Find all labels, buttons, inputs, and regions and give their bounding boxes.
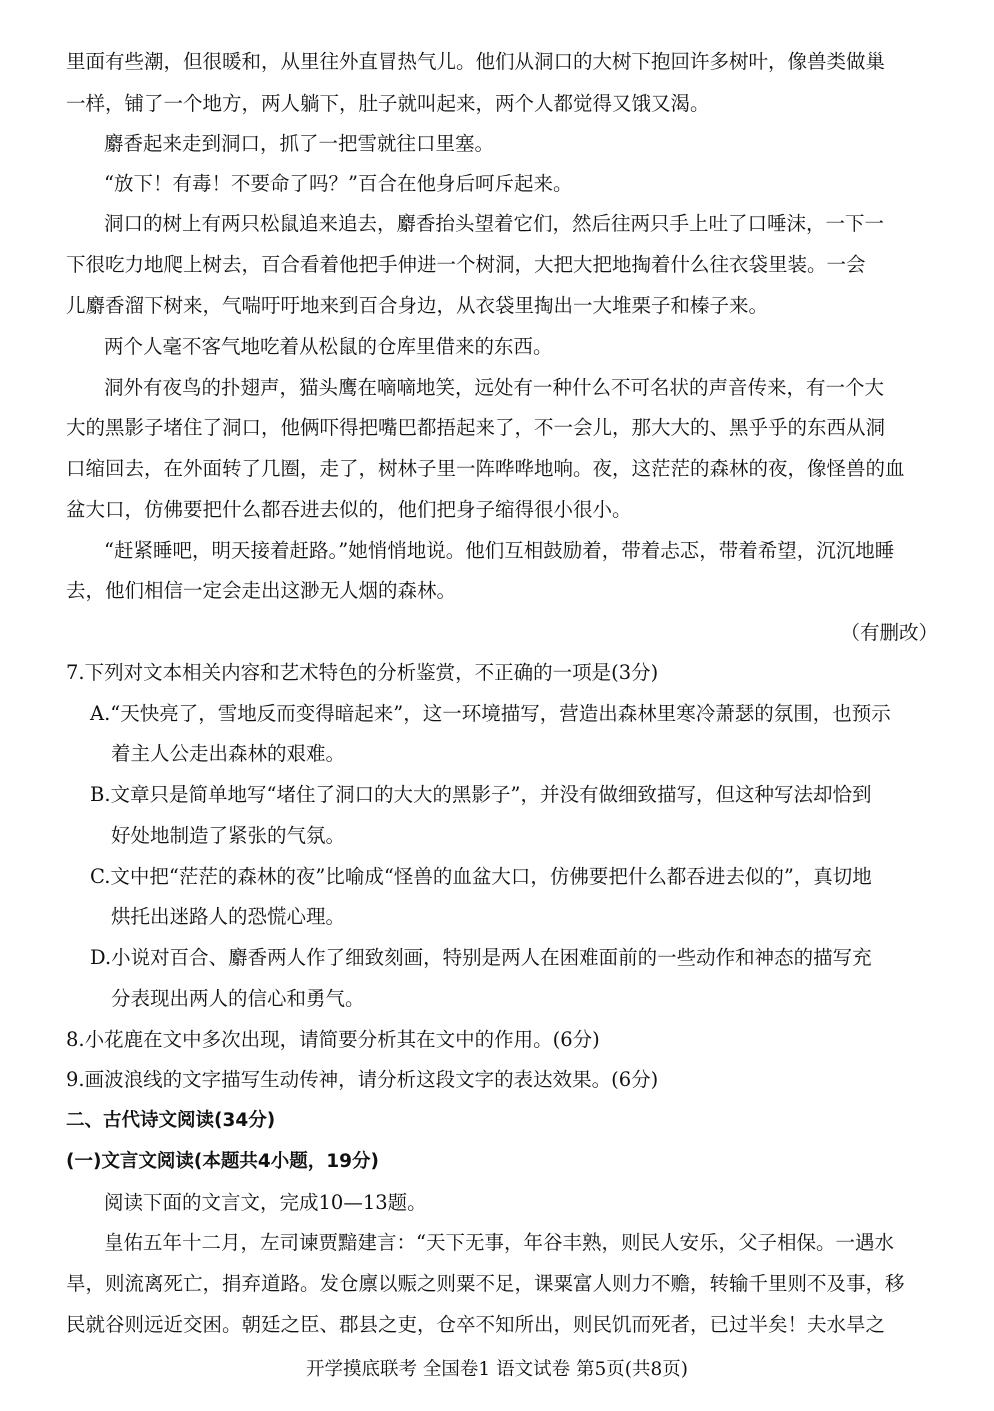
passage-line: 大的黑影子堵住了洞口，他俩吓得把嘴巴都捂起来了，不一会儿，那大大的、黑乎乎的东西从洞 — [66, 416, 886, 439]
section-heading: 二、古代诗文阅读(34分) — [66, 1110, 276, 1131]
option-a-cont: 着主人公走出森林的艰难。 — [111, 742, 346, 765]
passage-line: 儿麝香溜下树来，气喘吁吁地来到百合身边，从衣袋里掏出一大堆栗子和榛子来。 — [66, 294, 769, 317]
option-b: B.文章只是简单地写“堵住了洞口的大大的黑影子”，并没有做细致描写，但这种写法却恰到 — [90, 783, 872, 806]
classical-line: 旱，则流离死亡，捐弃道路。发仓廪以赈之则粟不足，课粟富人则力不赡，转输千里则不及事，移 — [66, 1272, 905, 1295]
passage-line: 一样，铺了一个地方，两人躺下，肚子就叫起来，两个人都觉得又饿又渴。 — [66, 92, 710, 115]
instruction: 阅读下面的文言文，完成10—13题。 — [104, 1191, 427, 1214]
option-d-cont: 分表现出两人的信心和勇气。 — [111, 987, 365, 1010]
passage-line: 两个人毫不客气地吃着从松鼠的仓库里借来的东西。 — [104, 335, 553, 358]
passage-line: 里面有些潮，但很暖和，从里往外直冒热气儿。他们从洞口的大树下抱回许多树叶，像兽类做巢 — [66, 50, 886, 73]
option-d: D.小说对百合、麝香两人作了细致刻画，特别是两人在困难面前的一些动作和神态的描写充 — [90, 946, 872, 969]
passage-line: “放下！有毒！不要命了吗？”百合在他身后呵斥起来。 — [104, 172, 573, 195]
revision-note: （有删改） — [840, 621, 938, 644]
subsection-heading: (一)文言文阅读(本题共4小题，19分) — [66, 1151, 379, 1172]
passage-line: 麝香起来走到洞口，抓了一把雪就往口里塞。 — [104, 132, 495, 155]
passage-line: 洞口的树上有两只松鼠追来追去，麝香抬头望着它们，然后往两只手上吐了口唾沫，一下一 — [104, 212, 885, 235]
passage-line: 下很吃力地爬上树去，百合看着他把手伸进一个树洞，大把大把地掏着什么往衣袋里装。一会 — [66, 253, 866, 276]
option-b-cont: 好处地制造了紧张的气氛。 — [111, 824, 346, 847]
passage-line: 口缩回去，在外面转了几圈，走了，树林子里一阵哗哗地响。夜，这茫茫的森林的夜，像怪兽的血 — [66, 457, 905, 480]
question-9: 9.画波浪线的文字描写生动传神，请分析这段文字的表达效果。(6分) — [66, 1068, 659, 1091]
passage-line: 盆大口，仿佛要把什么都吞进去似的，他们把身子缩得很小很小。 — [66, 498, 632, 521]
question-8: 8.小花鹿在文中多次出现，请简要分析其在文中的作用。(6分) — [66, 1028, 600, 1051]
classical-line: 皇佑五年十二月，左司谏贾黯建言：“天下无事，年谷丰熟，则民人安乐，父子相保。一遇水 — [104, 1231, 894, 1254]
classical-line: 民就谷则远近交困。朝廷之臣、郡县之吏，仓卒不知所出，则民饥而死者，已过半矣！夫水旱之 — [66, 1313, 886, 1336]
option-c-cont: 烘托出迷路人的恐慌心理。 — [111, 905, 346, 928]
page-footer: 开学摸底联考 全国卷1 语文试卷 第5页(共8页) — [306, 1359, 688, 1380]
option-c: C.文中把“茫茫的森林的夜”比喻成“怪兽的血盆大口，仿佛要把什么都吞进去似的”，真切地 — [90, 865, 872, 888]
question-7: 7.下列对文本相关内容和艺术特色的分析鉴赏，不正确的一项是(3分) — [66, 661, 659, 684]
passage-line: 洞外有夜鸟的扑翅声，猫头鹰在嘀嘀地笑，远处有一种什么不可名状的声音传来，有一个大 — [104, 376, 885, 399]
passage-line: 去，他们相信一定会走出这渺无人烟的森林。 — [66, 579, 457, 602]
passage-line: “赶紧睡吧，明天接着赶路。”她悄悄地说。他们互相鼓励着，带着忐忑，带着希望，沉沉地睡 — [104, 539, 895, 562]
option-a: A.“天快亮了，雪地反而变得暗起来”，这一环境描写，营造出森林里寒冷萧瑟的氛围，也预示 — [90, 702, 891, 725]
